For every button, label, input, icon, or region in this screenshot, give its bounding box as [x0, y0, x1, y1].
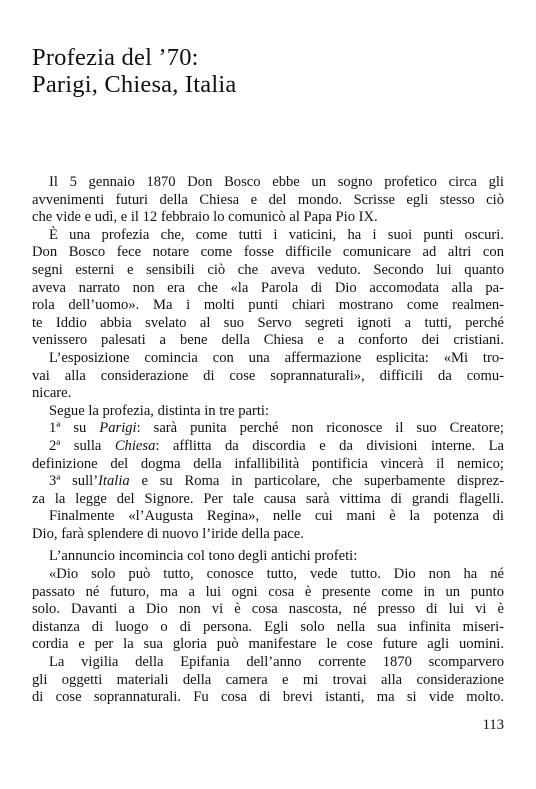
text-line — [32, 420, 504, 438]
text-line: aveva narrato non era che «la Parola di Dio accomodata alla pa- — [32, 279, 504, 296]
text-line: L’annuncio incomincia col tono degli antichi profeti: — [49, 548, 358, 565]
text-line: nicare. — [32, 385, 72, 402]
chapter-title-line-1: Profezia del ’70: — [32, 44, 199, 71]
text-line: cordia e per la sua gloria può manifestare le cose future agli uomini. — [32, 636, 504, 653]
text-line: vai alla considerazione di cose soprannaturali», difficili da comu- — [32, 367, 504, 384]
text-line: La vigilia della Epifania dell’anno corrente 1870 scomparvero — [49, 654, 504, 671]
text-line: solo. Davanti a Dio non vi è cosa nascosta, né presso di lui vi è — [32, 601, 504, 618]
text-line: L’esposizione comincia con una affermazione esplicita: «Mi tro- — [49, 349, 504, 366]
body-text — [32, 174, 504, 707]
text-line: Finalmente «l’Augusta Regina», nelle cui mani è la potenza di — [49, 508, 504, 525]
text-line: definizione del dogma della infallibilità pontificia vincerà il nemico; — [32, 455, 504, 472]
text-line: distanza di luogo o di persona. Egli solo nella sua infinita miseri- — [32, 618, 504, 635]
text-line — [32, 473, 504, 491]
text-line: segni esterni e sensibili ciò che aveva veduto. Secondo lui quanto — [32, 261, 504, 278]
text-line: che vide e udì, e il 12 febbraio lo comunicò al Papa Pio IX. — [32, 209, 378, 226]
text-line: Dio, farà splendere di nuovo l’iride della pace. — [32, 525, 304, 542]
line-rest: : afflitta da discordia e da divisioni interne. La — [155, 437, 504, 454]
text-line — [32, 438, 504, 456]
chapter-title — [32, 44, 236, 98]
chapter-title-line-2: Parigi, Chiesa, Italia — [32, 71, 237, 98]
line-rest: e su Roma in particolare, che superbamente disprez- — [129, 473, 504, 490]
emphasis-parigi: Parigi — [99, 420, 137, 437]
page-number: 113 — [482, 717, 504, 733]
emphasis-chiesa: Chiesa — [114, 437, 156, 454]
text-line: za la legge del Signore. Per tale causa sarà vittima di grandi flagelli. — [32, 490, 504, 507]
text-line: te Iddio abbia svelato al suo Servo segreti ignoti a tutti, perché — [32, 314, 504, 331]
ordinal-3: 3ª sull’ — [49, 473, 99, 490]
text-line: Il 5 gennaio 1870 Don Bosco ebbe un sogno profetico circa gli — [49, 174, 504, 190]
text-line: gli oggetti materiali della camera e mi trovai alla considerazione — [32, 671, 504, 688]
text-line: di cose soprannaturali. Fu cosa di brevi istanti, ma si vide molto. — [32, 689, 504, 706]
ordinal-1: 1ª su — [49, 420, 100, 437]
text-line: Segue la profezia, distinta in tre parti: — [49, 402, 270, 419]
text-line: Don Bosco fece notare come fosse difficile comunicare ad altri con — [32, 244, 504, 261]
text-line: avvenimenti futuri della Chiesa e del mondo. Scrisse egli stesso ciò — [32, 191, 504, 208]
text-line: passato né futuro, ma a lui ogni cosa è presente come in un punto — [32, 583, 504, 600]
ordinal-2: 2ª sulla — [49, 437, 115, 454]
emphasis-italia: Italia — [98, 473, 130, 490]
line-rest: : sarà punita perché non riconosce il suo Creatore; — [136, 420, 504, 437]
text-line: rola dell’uomo». Ma i molti punti chiari mostrano come realmen- — [32, 297, 504, 314]
text-line: È una profezia che, come tutti i vaticini, ha i suoi punti oscuri. — [49, 226, 504, 243]
text-line: venissero palesati a bene della Chiesa e a conforto dei cristiani. — [32, 332, 504, 349]
text-line: «Dio solo può tutto, conosce tutto, vede tutto. Dio non ha né — [49, 566, 504, 583]
